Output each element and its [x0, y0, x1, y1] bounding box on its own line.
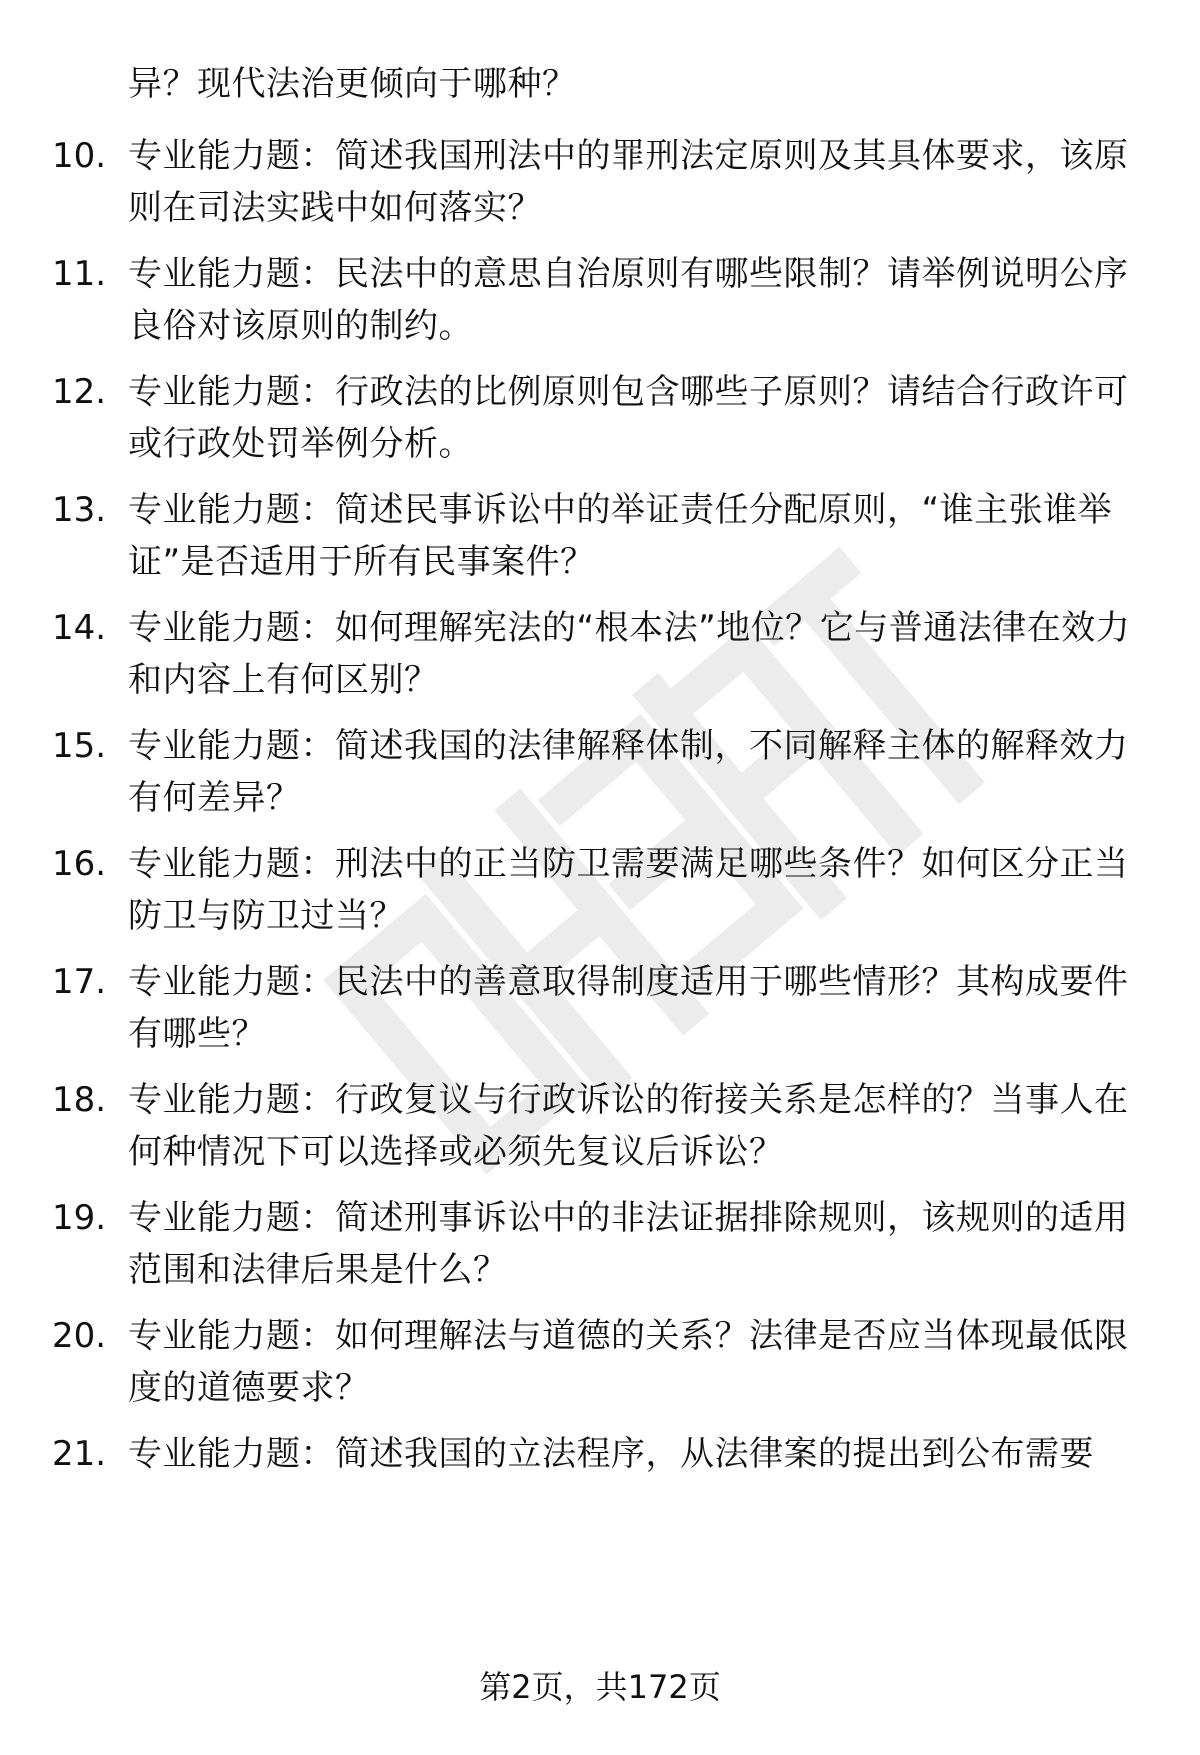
question-number: 12. — [52, 372, 107, 412]
question-number: 21. — [52, 1434, 107, 1474]
page-number-footer: 第2页，共172页 — [479, 1668, 721, 1706]
question-number: 20. — [52, 1316, 107, 1356]
question-text: 专业能力题：简述刑事诉讼中的非法证据排除规则，该规则的适用范围和法律后果是什么？ — [128, 1198, 1129, 1290]
question-number: 16. — [52, 844, 107, 884]
question-text: 专业能力题：简述我国刑法中的罪刑法定原则及其具体要求，该原则在司法实践中如何落实？ — [128, 136, 1129, 228]
question-number: 19. — [52, 1198, 107, 1238]
question-number: 15. — [52, 726, 107, 766]
question-text: 专业能力题：民法中的善意取得制度适用于哪些情形？其构成要件有哪些？ — [128, 962, 1129, 1054]
question-number: 17. — [52, 962, 107, 1002]
question-text: 专业能力题：简述民事诉讼中的举证责任分配原则，“谁主张谁举证”是否适用于所有民事案件？ — [128, 490, 1113, 582]
question-number: 18. — [52, 1080, 107, 1120]
question-number: 10. — [52, 136, 107, 176]
question-number: 13. — [52, 490, 107, 530]
question-text: 专业能力题：如何理解法与道德的关系？法律是否应当体现最低限度的道德要求？ — [128, 1316, 1129, 1408]
question-text: 专业能力题：民法中的意思自治原则有哪些限制？请举例说明公序良俗对该原则的制约。 — [128, 254, 1129, 346]
question-text: 专业能力题：刑法中的正当防卫需要满足哪些条件？如何区分正当防卫与防卫过当？ — [128, 844, 1129, 936]
question-number: 11. — [52, 254, 107, 294]
question-text: 专业能力题：行政复议与行政诉讼的衔接关系是怎样的？当事人在何种情况下可以选择或必须先复议后诉讼？ — [128, 1080, 1129, 1172]
question-text: 专业能力题：如何理解宪法的“根本法”地位？它与普通法律在效力和内容上有何区别？ — [128, 608, 1131, 700]
question-text: 专业能力题：简述我国的立法程序，从法律案的提出到公布需要 — [128, 1434, 1094, 1474]
question-number: 14. — [52, 608, 107, 648]
question-text: 专业能力题：行政法的比例原则包含哪些子原则？请结合行政许可或行政处罚举例分析。 — [128, 372, 1129, 464]
continued-question-text: 异？现代法治更倾向于哪种？ — [128, 64, 577, 104]
question-text: 专业能力题：简述我国的法律解释体制，不同解释主体的解释效力有何差异？ — [128, 726, 1129, 818]
